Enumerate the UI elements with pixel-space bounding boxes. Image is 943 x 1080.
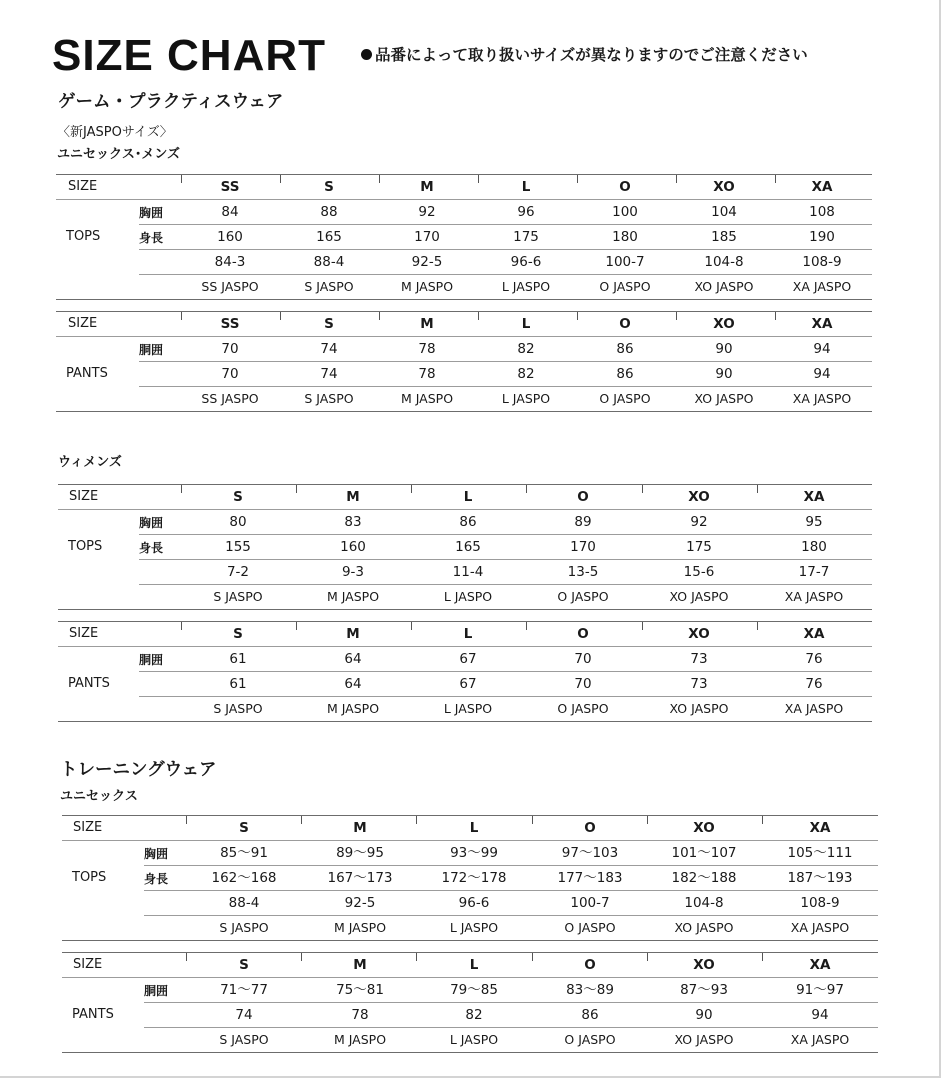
size-header-cell: XO <box>688 489 710 505</box>
table-cell: 162～168 <box>211 870 277 886</box>
table-cell: 82 <box>517 341 535 357</box>
size-header-label: SIZE <box>69 489 99 504</box>
column-tick <box>577 175 578 183</box>
column-tick <box>577 312 578 320</box>
size-header-cell: L <box>521 179 531 195</box>
table-cell: S JASPO <box>304 391 354 406</box>
table-cell: XA JASPO <box>784 701 844 716</box>
row-label: 胴囲 <box>139 653 164 667</box>
size-header-cell: S <box>239 820 249 836</box>
header-rule <box>62 840 878 841</box>
row-rule <box>62 1052 878 1053</box>
table-cell: 187～193 <box>787 870 853 886</box>
column-tick <box>181 622 182 630</box>
row-rule <box>139 671 872 672</box>
table-cell: 100-7 <box>570 895 610 911</box>
table-cell: 86 <box>459 514 477 530</box>
table-cell: 155 <box>225 539 251 555</box>
table-cell: L JASPO <box>501 391 551 406</box>
column-tick <box>186 816 187 824</box>
table-cell: 73 <box>690 676 708 692</box>
table-cell: 182～188 <box>671 870 737 886</box>
table-top-rule <box>62 952 878 953</box>
row-rule <box>139 361 872 362</box>
size-header-cell: XO <box>688 626 710 642</box>
unisex-heading: ユニセックス <box>60 789 138 804</box>
table-cell: 170 <box>414 229 440 245</box>
column-tick <box>181 485 182 493</box>
table-cell: 70 <box>221 341 239 357</box>
table-cell: XA JASPO <box>790 920 850 935</box>
size-header-cell: XO <box>693 957 715 973</box>
column-tick <box>775 312 776 320</box>
page-title: SIZE CHART <box>52 31 326 80</box>
column-tick <box>526 485 527 493</box>
size-header-label: SIZE <box>68 179 98 194</box>
column-tick <box>280 312 281 320</box>
table-cell: 108-9 <box>802 254 842 270</box>
size-header-cell: XA <box>803 489 825 505</box>
row-rule <box>58 721 872 722</box>
row-rule <box>62 940 878 941</box>
table-cell: XO JASPO <box>669 701 729 716</box>
table-cell: 64 <box>344 651 362 667</box>
size-header-cell: SS <box>220 316 240 332</box>
size-header-cell: S <box>324 316 334 332</box>
row-rule <box>139 249 872 250</box>
row-rule <box>139 274 872 275</box>
column-tick <box>676 312 677 320</box>
row-label: 胸囲 <box>139 516 164 530</box>
header-rule <box>58 509 872 510</box>
row-label: 身長 <box>139 541 164 555</box>
column-tick <box>296 485 297 493</box>
table-cell: 76 <box>805 676 823 692</box>
table-cell: O JASPO <box>557 701 609 716</box>
womens-heading: ウィメンズ <box>58 455 122 470</box>
group-label: TOPS <box>72 870 107 885</box>
column-tick <box>757 622 758 630</box>
column-tick <box>647 816 648 824</box>
column-tick <box>478 175 479 183</box>
table-cell: 177～183 <box>557 870 623 886</box>
table-cell: 88-4 <box>228 895 260 911</box>
size-header-cell: M <box>420 316 434 332</box>
table-cell: 92 <box>690 514 708 530</box>
table-cell: 160 <box>340 539 366 555</box>
table-cell: 7-2 <box>226 564 250 580</box>
table-cell: 170 <box>570 539 596 555</box>
column-tick <box>416 816 417 824</box>
row-rule <box>144 865 878 866</box>
table-cell: 105～111 <box>787 845 853 861</box>
size-header-cell: XA <box>811 316 833 332</box>
size-header-cell: SS <box>220 179 240 195</box>
table-top-rule <box>56 311 872 312</box>
table-cell: 73 <box>690 651 708 667</box>
column-tick <box>301 953 302 961</box>
table-cell: 82 <box>465 1007 483 1023</box>
table-cell: 165 <box>316 229 342 245</box>
table-cell: M JASPO <box>333 1032 387 1047</box>
column-tick <box>411 485 412 493</box>
table-cell: XO JASPO <box>694 279 754 294</box>
table-cell: 104-8 <box>684 895 724 911</box>
column-tick <box>280 175 281 183</box>
size-header-cell: M <box>346 626 360 642</box>
table-cell: S JASPO <box>213 701 263 716</box>
table-cell: SS JASPO <box>201 391 259 406</box>
table-cell: XO JASPO <box>674 920 734 935</box>
table-cell: 78 <box>351 1007 369 1023</box>
table-cell: 86 <box>616 341 634 357</box>
size-header-cell: XO <box>693 820 715 836</box>
size-header-cell: O <box>619 316 631 332</box>
table-cell: 160 <box>217 229 243 245</box>
column-tick <box>181 312 182 320</box>
table-cell: 13-5 <box>567 564 599 580</box>
size-header-cell: S <box>233 489 243 505</box>
table-cell: 71～77 <box>220 982 268 998</box>
size-header-cell: S <box>324 179 334 195</box>
table-cell: O JASPO <box>557 589 609 604</box>
table-cell: 11-4 <box>452 564 484 580</box>
table-cell: 85～91 <box>220 845 268 861</box>
table-cell: 67 <box>459 676 477 692</box>
caution-note-text: 品番によって取り扱いサイズが異なりますのでご注意ください <box>375 46 808 64</box>
table-cell: L JASPO <box>449 920 499 935</box>
header-rule <box>56 336 872 337</box>
table-cell: 86 <box>616 366 634 382</box>
table-cell: 167～173 <box>327 870 393 886</box>
size-header-cell: L <box>469 820 479 836</box>
table-cell: XA JASPO <box>784 589 844 604</box>
table-cell: 83～89 <box>566 982 614 998</box>
size-header-cell: XA <box>811 179 833 195</box>
table-cell: XO JASPO <box>674 1032 734 1047</box>
column-tick <box>181 175 182 183</box>
size-header-label: SIZE <box>69 626 99 641</box>
row-rule <box>56 411 872 412</box>
group-label: PANTS <box>66 365 108 381</box>
caution-note <box>361 45 808 65</box>
table-cell: 61 <box>229 651 247 667</box>
table-cell: M JASPO <box>400 391 454 406</box>
table-cell: 83 <box>344 514 362 530</box>
row-rule <box>139 584 872 585</box>
row-rule <box>139 559 872 560</box>
header-rule <box>56 199 872 200</box>
table-cell: 76 <box>805 651 823 667</box>
column-tick <box>526 622 527 630</box>
table-cell: 89～95 <box>336 845 384 861</box>
row-label: 胸囲 <box>139 206 164 220</box>
table-cell: 96-6 <box>510 254 542 270</box>
size-header-label: SIZE <box>68 316 98 331</box>
row-rule <box>144 890 878 891</box>
table-cell: SS JASPO <box>201 279 259 294</box>
table-cell: 100 <box>612 204 638 220</box>
size-header-cell: XO <box>713 316 735 332</box>
table-cell: 74 <box>320 341 338 357</box>
size-header-cell: O <box>577 626 589 642</box>
column-tick <box>762 816 763 824</box>
row-label: 胴囲 <box>144 984 169 998</box>
table-cell: 78 <box>418 366 436 382</box>
table-cell: 104 <box>711 204 737 220</box>
row-rule <box>139 224 872 225</box>
table-cell: 79～85 <box>450 982 498 998</box>
jaspo-note: 〈新JASPOサイズ〉 <box>57 125 173 140</box>
table-cell: O JASPO <box>564 920 616 935</box>
table-cell: 93～99 <box>450 845 498 861</box>
table-cell: S JASPO <box>219 1032 269 1047</box>
table-cell: 100-7 <box>605 254 645 270</box>
row-label: 胸囲 <box>144 847 169 861</box>
table-cell: 96-6 <box>458 895 490 911</box>
size-header-cell: M <box>353 820 367 836</box>
table-cell: 92 <box>418 204 436 220</box>
table-cell: 97～103 <box>561 845 619 861</box>
table-cell: 92-5 <box>344 895 376 911</box>
row-rule <box>144 1002 878 1003</box>
table-cell: 17-7 <box>798 564 830 580</box>
table-cell: XO JASPO <box>694 391 754 406</box>
table-cell: 101～107 <box>671 845 737 861</box>
size-header-cell: XA <box>803 626 825 642</box>
column-tick <box>379 312 380 320</box>
table-cell: 70 <box>221 366 239 382</box>
table-cell: L JASPO <box>501 279 551 294</box>
table-cell: XA JASPO <box>790 1032 850 1047</box>
column-tick <box>775 175 776 183</box>
column-tick <box>411 622 412 630</box>
table-cell: 92-5 <box>411 254 443 270</box>
table-cell: 96 <box>517 204 535 220</box>
table-cell: 88 <box>320 204 338 220</box>
size-header-cell: O <box>584 957 596 973</box>
row-rule <box>139 696 872 697</box>
table-cell: 74 <box>235 1007 253 1023</box>
table-cell: M JASPO <box>326 701 380 716</box>
table-cell: 82 <box>517 366 535 382</box>
table-top-rule <box>62 815 878 816</box>
table-cell: 91～97 <box>796 982 844 998</box>
column-tick <box>676 175 677 183</box>
size-header-cell: O <box>619 179 631 195</box>
row-rule <box>144 915 878 916</box>
table-cell: 108-9 <box>800 895 840 911</box>
table-cell: 64 <box>344 676 362 692</box>
bullet-dot-icon <box>361 49 372 60</box>
table-cell: 70 <box>574 676 592 692</box>
row-rule <box>58 609 872 610</box>
table-cell: S JASPO <box>304 279 354 294</box>
size-header-cell: M <box>353 957 367 973</box>
table-cell: 175 <box>513 229 539 245</box>
table-cell: 165 <box>455 539 481 555</box>
table-cell: 185 <box>711 229 737 245</box>
table-cell: 88-4 <box>313 254 345 270</box>
table-cell: O JASPO <box>599 279 651 294</box>
size-header-cell: S <box>233 626 243 642</box>
table-cell: 104-8 <box>704 254 744 270</box>
table-cell: 61 <box>229 676 247 692</box>
table-cell: 180 <box>612 229 638 245</box>
column-tick <box>416 953 417 961</box>
table-cell: 175 <box>686 539 712 555</box>
section-game-heading: ゲーム・プラクティスウェア <box>58 92 284 112</box>
table-cell: 87～93 <box>680 982 728 998</box>
table-cell: L JASPO <box>443 701 493 716</box>
table-cell: 90 <box>715 366 733 382</box>
row-rule <box>144 1027 878 1028</box>
table-top-rule <box>56 174 872 175</box>
size-header-cell: S <box>239 957 249 973</box>
column-tick <box>532 953 533 961</box>
column-tick <box>762 953 763 961</box>
table-cell: M JASPO <box>326 589 380 604</box>
table-cell: 15-6 <box>683 564 715 580</box>
table-cell: S JASPO <box>219 920 269 935</box>
table-cell: L JASPO <box>443 589 493 604</box>
table-cell: 108 <box>809 204 835 220</box>
table-cell: 74 <box>320 366 338 382</box>
size-header-cell: L <box>521 316 531 332</box>
table-cell: 94 <box>813 341 831 357</box>
size-header-cell: L <box>463 489 473 505</box>
table-cell: 80 <box>229 514 247 530</box>
size-header-cell: O <box>577 489 589 505</box>
column-tick <box>301 816 302 824</box>
table-cell: 94 <box>811 1007 829 1023</box>
size-header-cell: XA <box>809 820 831 836</box>
column-tick <box>532 816 533 824</box>
column-tick <box>186 953 187 961</box>
table-cell: 86 <box>581 1007 599 1023</box>
table-cell: 9-3 <box>341 564 365 580</box>
size-header-cell: L <box>469 957 479 973</box>
group-label: PANTS <box>68 675 110 691</box>
table-cell: 190 <box>809 229 835 245</box>
row-label: 胴囲 <box>139 343 164 357</box>
table-cell: XA JASPO <box>792 391 852 406</box>
table-cell: 94 <box>813 366 831 382</box>
group-label: PANTS <box>72 1006 114 1022</box>
group-label: TOPS <box>66 229 101 244</box>
size-header-cell: M <box>420 179 434 195</box>
row-rule <box>56 299 872 300</box>
table-cell: L JASPO <box>449 1032 499 1047</box>
table-cell: XA JASPO <box>792 279 852 294</box>
column-tick <box>642 622 643 630</box>
row-label: 身長 <box>144 872 169 886</box>
table-cell: 172～178 <box>441 870 507 886</box>
size-header-cell: O <box>584 820 596 836</box>
column-tick <box>642 485 643 493</box>
table-cell: XO JASPO <box>669 589 729 604</box>
table-cell: O JASPO <box>564 1032 616 1047</box>
table-cell: S JASPO <box>213 589 263 604</box>
column-tick <box>647 953 648 961</box>
table-cell: 95 <box>805 514 823 530</box>
table-cell: 90 <box>695 1007 713 1023</box>
size-header-label: SIZE <box>73 820 103 835</box>
table-cell: 180 <box>801 539 827 555</box>
size-header-cell: XA <box>809 957 831 973</box>
section-training-heading: トレーニングウェア <box>60 760 217 780</box>
column-tick <box>296 622 297 630</box>
table-cell: 75～81 <box>336 982 384 998</box>
row-rule <box>139 386 872 387</box>
size-header-cell: M <box>346 489 360 505</box>
size-header-label: SIZE <box>73 957 103 972</box>
header-rule <box>62 977 878 978</box>
table-cell: 67 <box>459 651 477 667</box>
column-tick <box>478 312 479 320</box>
row-rule <box>139 534 872 535</box>
table-cell: 84-3 <box>214 254 246 270</box>
table-cell: O JASPO <box>599 391 651 406</box>
size-header-cell: XO <box>713 179 735 195</box>
table-cell: 84 <box>221 204 239 220</box>
table-cell: M JASPO <box>333 920 387 935</box>
size-header-cell: L <box>463 626 473 642</box>
table-cell: 70 <box>574 651 592 667</box>
unisex-mens-heading: ユニセックス･メンズ <box>57 147 180 162</box>
table-cell: 89 <box>574 514 592 530</box>
header-rule <box>58 646 872 647</box>
group-label: TOPS <box>68 539 103 554</box>
table-cell: M JASPO <box>400 279 454 294</box>
column-tick <box>379 175 380 183</box>
column-tick <box>757 485 758 493</box>
table-cell: 78 <box>418 341 436 357</box>
row-label: 身長 <box>139 231 164 245</box>
table-cell: 90 <box>715 341 733 357</box>
